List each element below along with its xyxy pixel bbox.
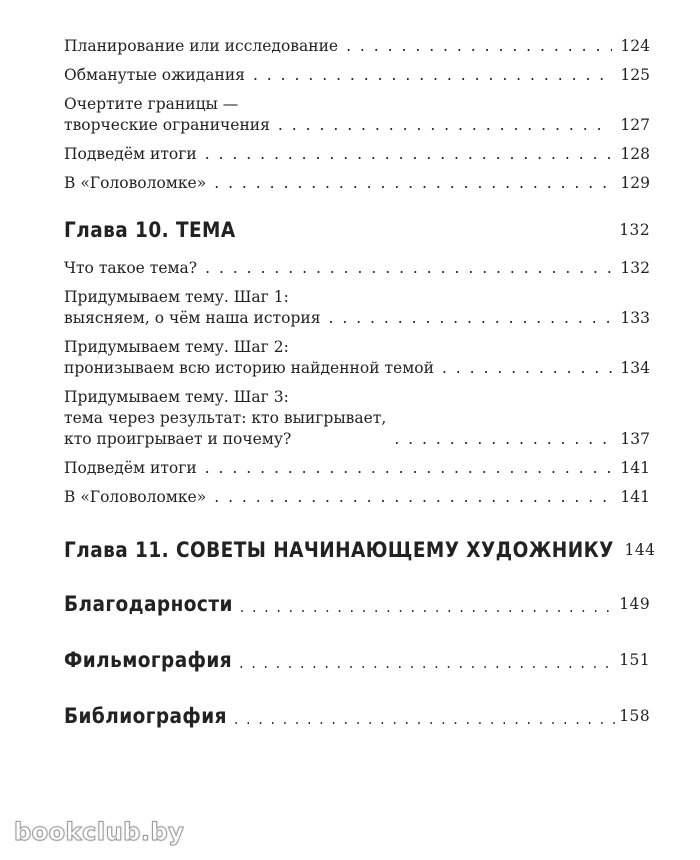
toc-entry-page: 141 (620, 488, 650, 506)
toc-leader-dots (205, 258, 612, 279)
toc-leader-dots (214, 173, 612, 194)
toc-entry-page: 158 (618, 707, 650, 725)
toc-entry (64, 287, 650, 329)
toc-chapter-entry (64, 536, 656, 564)
toc-leader-dots (346, 36, 612, 57)
toc-entry-title: Придумываем тему. Шаг 1: выясняем, о чём наша история (64, 288, 321, 327)
toc-entry-title: Подведём итоги (64, 145, 197, 163)
table-of-contents (64, 32, 656, 730)
toc-entry-page: 133 (620, 309, 650, 327)
toc-chapter-title: Библиография (64, 704, 227, 728)
toc-entry-title: Планирование или исследование (64, 37, 339, 55)
toc-entry-page: 125 (620, 66, 650, 84)
toc-entry-title: Очертите границы — творческие ограничения (64, 95, 270, 134)
toc-leader-dots (205, 144, 612, 165)
toc-entry-title: В «Головоломке» (64, 488, 207, 506)
toc-entry-page: 149 (618, 595, 650, 613)
toc-entry-page: 151 (618, 651, 650, 669)
toc-entry (64, 65, 650, 86)
toc-entry-title: Придумываем тему. Шаг 3: тема через результат: кто выигрывает, кто проигрывает и почему? (64, 388, 387, 448)
toc-entry (64, 94, 650, 136)
toc-entry-page: 134 (620, 359, 650, 377)
toc-leader-dots (205, 458, 612, 479)
toc-entry-page: 132 (620, 259, 650, 277)
toc-chapter-entry (64, 216, 650, 244)
toc-entry-page: 128 (620, 145, 650, 163)
toc-entry-title: Придумываем тему. Шаг 2: пронизываем всю историю найденной темой (64, 338, 434, 377)
toc-leader-dots (442, 358, 612, 379)
toc-leader-dots (394, 429, 612, 450)
toc-entry (64, 487, 650, 508)
toc-entry (64, 144, 650, 165)
toc-entry-page: 124 (620, 37, 650, 55)
toc-leader-dots (328, 308, 612, 329)
watermark-text: bookclub.by (14, 818, 185, 846)
toc-entry (64, 258, 650, 279)
toc-entry-page: 141 (620, 459, 650, 477)
toc-leader-dots (240, 597, 615, 618)
toc-chapter-entry (64, 646, 650, 674)
toc-leader-dots (234, 709, 615, 730)
toc-entry-title: Подведём итоги (64, 459, 197, 477)
toc-leader-dots (278, 115, 612, 136)
toc-entry-title: Что такое тема? (64, 259, 198, 277)
toc-entry-page: 127 (620, 116, 650, 134)
toc-chapter-title: Глава 11. СОВЕТЫ НАЧИНАЮЩЕМУ ХУДОЖНИКУ (64, 538, 614, 562)
toc-entry-title: Обманутые ожидания (64, 66, 245, 84)
toc-entry-page: 144 (624, 541, 656, 559)
toc-entry-title: В «Головоломке» (64, 174, 207, 192)
toc-chapter-title: Глава 10. ТЕМА (64, 218, 236, 242)
toc-leader-dots (239, 653, 615, 674)
toc-chapter-entry (64, 590, 650, 618)
toc-leader-dots (253, 65, 612, 86)
toc-entry-page: 129 (620, 174, 650, 192)
toc-entry-page: 132 (618, 221, 650, 239)
toc-chapter-title: Благодарности (64, 592, 233, 616)
toc-entry (64, 387, 650, 450)
toc-chapter-entry (64, 702, 650, 730)
toc-entry (64, 458, 650, 479)
toc-entry (64, 337, 650, 379)
toc-entry-page: 137 (620, 430, 650, 448)
toc-entry (64, 173, 650, 194)
toc-entry (64, 36, 650, 57)
toc-leader-dots (214, 487, 612, 508)
toc-chapter-title: Фильмография (64, 648, 233, 672)
